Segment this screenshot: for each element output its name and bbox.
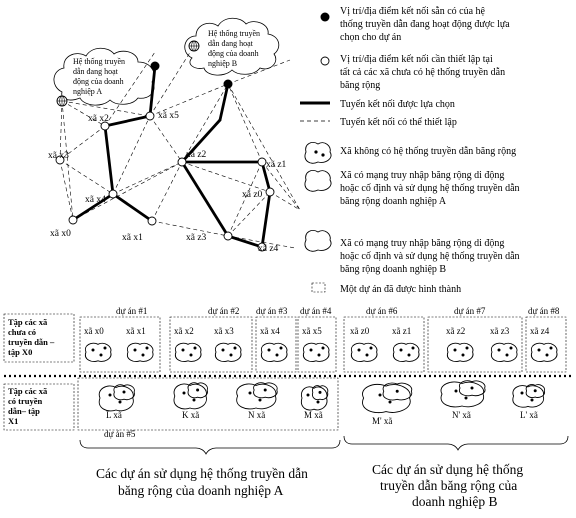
commune-blob-dot [123,391,126,394]
network-topology [48,18,300,254]
x1-group-label: M xã [304,410,323,420]
globe-icon [189,41,199,51]
commune-blob-dot [322,347,325,350]
node-x0 [69,216,77,224]
x1-group-label: L' xã [520,410,538,420]
legend-item-1-line-1: Vị trí/địa điểm kết nối sẵn có của hệ [340,6,485,17]
node-x4 [109,190,117,198]
cloud-b-line-1: Hệ thống truyền [208,29,260,38]
caption-b-line-2: truyền dẫn băng rộng của [380,478,518,493]
cloud-a-line-4: nghiệp A [73,87,103,96]
selected-links [73,66,270,247]
commune-blob [85,343,111,361]
commune-blob-dot [471,387,474,390]
commune-blob-dot [182,349,185,352]
x0-commune-label: xã z0 [350,326,370,336]
commune-nodes [56,112,274,251]
svg-text:Tập các xãcó truyềndẫn– tậpX1 [8,386,48,426]
legend-item-6-line-2: hoặc cố định và sử dụng hệ thống truyền dẫn [340,183,520,194]
globe-icon [57,96,67,106]
commune-blob [175,343,201,361]
cloud-b-line-4: nghiệp B [208,59,238,68]
legend-item-6-line-1: Xã có mạng truy nhập băng rộng di động [340,170,505,181]
commune-blob-dot [412,347,415,350]
svg-text:Vị trí/địa điểm kết nối cần th [340,54,505,91]
svg-text:Xã có mạng truy nhập băng rộng [340,170,520,207]
commune-blob-dot [319,391,322,394]
label-x1: xã x1 [122,233,143,243]
label-z0: xã z0 [242,190,263,200]
commune-blob-dot [104,347,107,350]
commune-blob-dot [521,392,524,395]
commune-blob-dot [234,347,237,350]
brace-enterprise-a [80,440,340,454]
node-z0 [266,188,274,196]
svg-text:Các dự án sử dụng hệ thống tru [96,466,308,498]
commune-blob-dot [379,394,382,397]
projects-panel [4,306,572,509]
commune-blob-dot [142,354,145,357]
x1-group-label: N' xã [452,410,471,420]
legend-item-3: Tuyến kết nối được lựa chọn [340,99,455,110]
label-x5: xã x5 [158,111,179,121]
legend-item-6-line-3: băng rộng doanh nghiệp A [340,196,447,207]
project-label-7: dự án #7 [454,306,486,316]
x0-commune-label: xã z1 [392,326,412,336]
x0-commune-label: xã x1 [126,326,146,336]
commune-blob-dot [366,354,369,357]
row-x1-label-line-2: có truyền [8,396,43,406]
x0-communes [84,326,550,336]
svg-text:Hệ thống truyềndẫn đang hoạtđộ [208,29,260,68]
commune-blob [215,343,241,361]
label-x3: xã x3 [48,151,69,161]
commune-blob-dot [408,354,411,357]
x1-group-label: L xã [106,410,122,420]
commune-blob-dot [466,347,469,350]
commune-blob-dot [317,401,320,404]
project-label-1: dự án #1 [116,306,148,316]
commune-blob-dot [550,347,553,350]
commune-blob [303,343,329,361]
project-label-2: dự án #2 [208,306,240,316]
cloud-a-line-2: dẫn đang hoạt [73,67,118,76]
row-x0-label-line-1: Tập các xã [8,317,48,327]
commune-blob-dot [465,397,468,400]
legend [300,6,520,295]
row-x0-label-line-3: truyền dẫn – [8,337,55,347]
commune-blob-dot [280,347,283,350]
commune-blob-dot [119,401,122,404]
commune-blob-dot [389,401,392,404]
commune-blob-dot [109,394,112,397]
project-label-3: dự án #3 [256,306,288,316]
commune-blob-dot [264,389,267,392]
svg-text:Xã có mạng truy nhập băng rộng [340,238,520,275]
commune-blob [491,343,517,361]
caption-a-line-2: băng rộng của doanh nghiệp A [118,483,284,498]
x0-commune-label: xã x2 [174,326,194,336]
legend-blob-b-symbol [305,230,331,251]
caption-b-line-1: Các dự án sử dụng hệ thống [372,462,524,477]
legend-blob-a-symbol [305,170,331,191]
commune-blob-dot [196,389,199,392]
commune-blob-dot [146,347,149,350]
commune-blob-dot [370,347,373,350]
label-z4: xã z4 [258,244,279,254]
cloud-a-line-1: Hệ thống truyền [73,57,125,66]
legend-item-2-line-3: băng rộng [340,80,381,91]
commune-blob-dot [100,354,103,357]
x1-group-label: M' xã [372,416,393,426]
project-label-5: dự án #5 [104,429,136,439]
legend-project-box-symbol [312,283,325,292]
legend-new-point-symbol [321,57,329,65]
commune-blob-dot [193,399,196,402]
existing-connection-point [151,62,160,71]
commune-blob [127,343,153,361]
commune-blob-dot [222,349,225,352]
caption-b-line-3: doanh nghiệp B [412,494,498,509]
cloud-b-line-2: dẫn đang hoạt [208,39,253,48]
row-x0-label-line-4: tập X0 [8,347,33,357]
commune-blob-dot [396,390,399,393]
commune-blob-dot [506,354,509,357]
label-z1: xã z1 [266,160,287,170]
commune-blob-dot [276,354,279,357]
x1-group-label: N xã [248,410,266,420]
commune-blob-dot [249,392,252,395]
label-z3: xã z3 [186,233,207,243]
legend-item-8: Một dự án đã được hình thành [340,284,462,295]
x1-group-label: K xã [182,410,200,420]
commune-blob [447,343,473,361]
commune-blob-dot [230,354,233,357]
x0-commune-label: xã x5 [302,326,322,336]
commune-blob [531,343,557,361]
commune-blob-dot [183,392,186,395]
commune-blob-dot [454,349,457,352]
commune-blob-dot [307,394,310,397]
project-label-6: dự án #6 [366,306,398,316]
node-x5 [146,112,154,120]
legend-item-7-line-1: Xã có mạng truy nhập băng rộng di động [340,238,505,249]
legend-item-7-line-3: băng rộng doanh nghiệp B [340,264,447,275]
legend-item-4: Tuyến kết nối có thể thiết lập [340,117,457,128]
project-label-8: dự án #8 [528,306,560,316]
x1-groups [106,410,538,426]
row-x1-label-line-3: dẫn– tập [8,406,40,416]
legend-item-7-line-2: hoặc cố định và sử dụng hệ thống truyền dẫn [340,251,520,262]
caption-a-line-1: Các dự án sử dụng hệ thống truyền dẫn [96,466,308,481]
label-x0: xã x0 [50,229,71,239]
legend-blob-none-symbol [305,142,331,163]
legend-item-2-line-2: tất cả các xã chưa có hệ thống truyền dẫn [340,67,506,78]
label-x4: xã x4 [85,195,106,205]
commune-blob-dot [318,354,321,357]
project-label-4: dự án #4 [300,306,332,316]
row-x0-label-line-2: chưa có [8,327,36,337]
svg-text:Tập các xãchưa cótruyền dẫn –t [8,317,55,357]
commune-blob-dot [358,349,361,352]
node-z3 [224,232,232,240]
x0-commune-label: xã x4 [260,326,280,336]
node-x1 [148,217,156,225]
commune-blob-dot [92,349,95,352]
x0-commune-label: xã z2 [446,326,466,336]
commune-blob-dot [400,349,403,352]
commune-blob-dot [538,349,541,352]
x0-commune-label: xã z3 [490,326,510,336]
commune-blob-dot [546,354,549,357]
commune-blob-dot [498,349,501,352]
commune-blob-dot [259,399,262,402]
commune-blob [351,343,377,361]
commune-blob-dot [194,347,197,350]
x0-commune-label: xã z4 [530,326,550,336]
commune-blob-dot [455,390,458,393]
label-z2: xã z2 [186,150,207,160]
commune-blob-dot [310,349,313,352]
commune-blob-dot [268,349,271,352]
cloud-b-line-3: động của doanh [208,49,259,58]
x1-group-blobs [99,381,544,413]
row-x1-label-line-1: Tập các xã [8,386,48,396]
x0-commune-blobs [85,343,557,361]
existing-connection-point [224,80,233,89]
svg-text:Vị trí/địa điểm kết nối sẵn có [340,6,510,43]
cloud-a-line-3: động của doanh [73,77,124,86]
brace-enterprise-b [344,436,568,450]
node-z1 [258,158,266,166]
x0-commune-label: xã x0 [84,326,104,336]
legend-item-2-line-1: Vị trí/địa điểm kết nối cần thiết lập tại [340,54,493,65]
node-z2 [178,158,186,166]
legend-existing-point-symbol [321,13,330,22]
svg-text:Các dự án sử dụng hệ thốngtruy [372,462,523,509]
commune-blob-dot [531,399,534,402]
row-x1-label-line-4: X1 [8,416,19,426]
commune-blob-dot [534,389,537,392]
commune-blob-dot [462,354,465,357]
legend-item-1-line-2: thống truyền dẫn đang hoạt động được lựa [340,19,510,30]
commune-blob [261,343,287,361]
commune-blob-dot [510,347,513,350]
x0-commune-label: xã x3 [214,326,234,336]
commune-blob-dot [190,354,193,357]
legend-item-1-line-3: chọn cho dự án [340,32,402,43]
label-x2: xã x2 [88,114,109,124]
legend-item-5: Xã không có hệ thống truyền dẫn băng rộng [340,146,517,157]
commune-blob-dot [134,349,137,352]
commune-blob [393,343,419,361]
svg-text:Hệ thống truyềndẫn đang hoạtđộ [73,57,125,96]
